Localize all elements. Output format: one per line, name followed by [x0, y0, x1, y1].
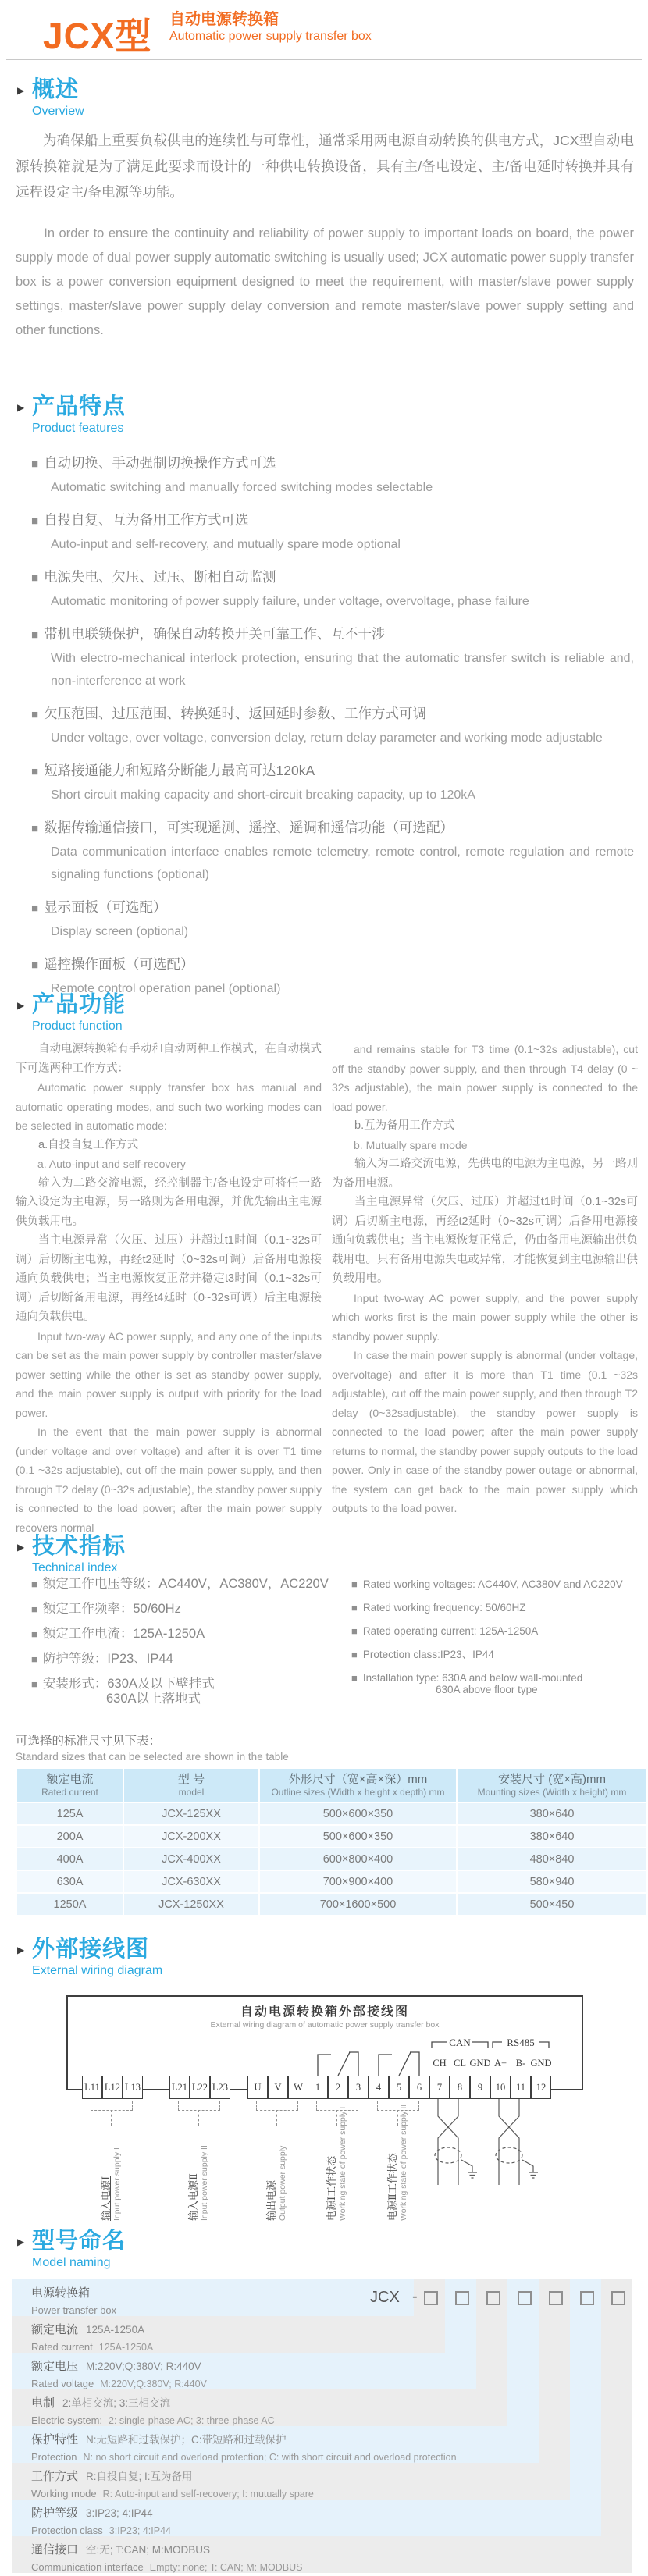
- technical-text: Protection class:IP23、IP44: [362, 1649, 494, 1660]
- feature-text-en: With electro-mechanical interlock protection, ensuring that the automatic transfer switch is reliable and, non-interference at work: [51, 652, 634, 688]
- function-paragraph: In case the main power supply is abnormal (under voltage, overvoltage) and after it is more than T1 time (0.1 ~32s adjustable), cut off the main power supply, and then through T2 delay (0~32sadjustable), the standby power supply is connected to the load power; after the main power supply returns to normal, the standby power supply outputs to the load power. Only in case of the standby power outage or abnormal, the system can get back to the main power supply which outputs to the load power.: [332, 1349, 638, 1514]
- wire: [499, 2099, 519, 2185]
- terminal: L13: [123, 2076, 143, 2099]
- product-title-en: Automatic power supply transfer box: [169, 30, 372, 43]
- terminal-group-label: [187, 2145, 210, 2221]
- terminal-group-label: [326, 2107, 348, 2221]
- group-label-en: Working state of power supply II: [399, 2104, 408, 2221]
- section-title-cn: 外部接线图: [32, 1937, 150, 1962]
- section-marker-icon: ▶: [17, 402, 25, 413]
- technical-text: Installation type: 630A and below wall-mounted: [362, 1672, 583, 1684]
- naming-value-en: N: no short circuit and overload protection; C: with short circuit and overload protection: [83, 2452, 457, 2463]
- technical-item: [351, 1625, 642, 1637]
- function-paragraph: a.自投自复工作方式: [38, 1138, 139, 1151]
- naming-value-en: 2: single-phase AC; 3: three-phase AC: [109, 2415, 275, 2426]
- terminal: L21: [169, 2076, 190, 2099]
- wiring-diagram-box: [66, 1995, 583, 2093]
- overview-paragraph-cn: 为确保船上重要负载供电的连续性与可靠性，通常采用两电源自动转换的供电方式，JCX型自动电源转换箱就是为了满足此要求而设计的一种供电转换设备，具有主/备电设定、主/备电延时转换并具有远程设定主/备电源等功能。: [16, 133, 634, 200]
- table-row: [17, 1826, 646, 1847]
- model-code-box: [518, 2291, 532, 2305]
- rs485-bracket: [493, 2042, 502, 2048]
- group-label-en: Input power supply II: [200, 2145, 209, 2221]
- naming-label-en: Protection: [31, 2451, 77, 2463]
- terminal: V: [268, 2076, 288, 2099]
- terminal: 9: [470, 2076, 490, 2099]
- feature-text-cn: 短路接通能力和短路分断能力最高可达120kA: [44, 763, 315, 778]
- naming-value-cn: 125A-1250A: [86, 2324, 145, 2336]
- square-bullet-icon: ■: [31, 514, 39, 528]
- table-row: [17, 1894, 646, 1915]
- function-paragraph: In the event that the main power supply is abnormal (under voltage and over voltage) and after it is over T1 time (0.1 ~32s adjustable), cut off the main power supply, and then through T2 delay (0~32s adjustable), the standby power supply is connected to the load power; after the main power supply recovers normal: [16, 1425, 322, 1534]
- group-label-en: Working state of power supply I: [338, 2106, 347, 2221]
- column-header-en: model: [178, 1787, 205, 1798]
- feature-text-en: Auto-input and self-recovery, and mutually spare mode optional: [51, 538, 401, 551]
- model-code-prefix: JCX: [370, 2289, 400, 2306]
- feature-item: [31, 565, 634, 613]
- section-title-en: Product features: [32, 422, 124, 435]
- signal-label: B-: [515, 2058, 526, 2069]
- terminal: 7: [429, 2076, 450, 2099]
- technical-item: [31, 1602, 344, 1617]
- naming-label-cn: 额定电流: [31, 2323, 79, 2336]
- wire: [499, 2099, 519, 2185]
- naming-label-cn: 保护特性: [31, 2433, 79, 2446]
- product-title-block: [169, 10, 372, 44]
- naming-value-en: R: Auto-input and self-recovery; I: mutually spare: [102, 2489, 314, 2500]
- shield-drain: [461, 2160, 472, 2172]
- group-bracket-stem: [198, 2110, 199, 2126]
- column-header: [17, 1769, 123, 1802]
- section-title-cn: 产品功能: [32, 992, 126, 1017]
- naming-label-cn: 工作方式: [31, 2470, 79, 2483]
- naming-label-en: Protection class: [31, 2524, 103, 2536]
- feature-text-cn: 欠压范围、过压范围、转换延时、返回延时参数、工作方式可调: [44, 706, 427, 721]
- naming-row: [12, 2279, 414, 2316]
- column-header: [260, 1769, 456, 1802]
- cell-mounting-size: 380×640: [458, 1826, 646, 1847]
- section-title-en: Product function: [32, 1019, 123, 1033]
- section-function-heading: [17, 993, 126, 1034]
- section-title-en: External wiring diagram: [32, 1964, 163, 1977]
- cell-mounting-size: 500×450: [458, 1894, 646, 1915]
- shield-drain: [522, 2160, 533, 2172]
- naming-label-en: Working mode: [31, 2488, 97, 2500]
- terminal-group-label: [100, 2147, 123, 2221]
- function-paragraph: b. Mutually spare mode: [354, 1138, 468, 1151]
- cell-model: JCX-200XX: [124, 1826, 258, 1847]
- function-paragraph: 当主电源异常（欠压、过压）并超过t1时间（0.1~32s可调）后切断主电源，再经t2延时（0~32s可调）后备用电源接通向负载供电；当主电源恢复正常后，仍由备用电源输出供负载用电。只有备用电源失电或异常，才能恢复到主电源输出供负载用电。: [332, 1196, 638, 1285]
- feature-text-cn: 电源失电、欠压、过压、断相自动监测: [44, 569, 276, 585]
- group-bracket-stem: [111, 2110, 112, 2126]
- terminal: U: [247, 2076, 268, 2099]
- feature-item: [31, 508, 634, 556]
- feature-text-en: Under voltage, over voltage, conversion delay, return delay parameter and working mode adjustable: [51, 731, 603, 745]
- feature-text-en: Remote control operation panel (optional): [51, 982, 281, 995]
- ground-icon: [529, 2172, 538, 2178]
- relay-blade: [399, 2052, 411, 2076]
- function-paragraph: 当主电源异常（欠压、过压）并超过t1时间（0.1~32s可调）后切断主电源，再经t2延时（0~32s可调）后备用电源接通向负载供电；当主电源恢复正常并稳定t3时间（0.1~32s可调）后切断备用电源，再经t4延时（0~32s可调）后主电源接通向负载供电。: [16, 1234, 322, 1323]
- function-paragraph: a. Auto-input and self-recovery: [37, 1158, 186, 1170]
- technical-text: 安装形式：630A及以下壁挂式: [42, 1677, 215, 1691]
- naming-label-en: Electric system:: [31, 2414, 103, 2426]
- signal-label: GND: [530, 2058, 552, 2069]
- feature-text-cn: 显示面板（可选配）: [44, 899, 167, 915]
- cell-rated-current: 1250A: [17, 1894, 123, 1915]
- feature-text-cn: 自投自复、互为备用工作方式可选: [44, 512, 249, 528]
- relay-blade: [338, 2052, 350, 2076]
- wire: [438, 2099, 458, 2185]
- product-title-cn: 自动电源转换箱: [169, 11, 279, 28]
- naming-row: [12, 2463, 570, 2500]
- technical-text: 额定工作电流：125A-1250A: [42, 1627, 205, 1641]
- square-bullet-icon: ■: [31, 1678, 37, 1690]
- model-code-box: [549, 2291, 563, 2305]
- naming-label-en: Rated voltage: [31, 2378, 94, 2389]
- naming-value-en: 125A-1250A: [98, 2342, 154, 2353]
- feature-text-cn: 带机电联锁保护，确保自动转换开关可靠工作、互不干涉: [44, 626, 386, 642]
- technical-list-cn: [31, 1577, 344, 1716]
- section-marker-icon: ▶: [17, 1944, 25, 1955]
- terminal: 12: [531, 2076, 551, 2099]
- technical-text: Rated working frequency: 50/60HZ: [362, 1602, 526, 1614]
- function-paragraph: and remains stable for T3 time (0.1~32s adjustable), cut off the standby power supply, and then through T4 delay (0 ~ 32s adjustable), the main power supply is connected to the load power.: [332, 1043, 638, 1113]
- model-code-box: [455, 2291, 469, 2305]
- section-overview-heading: [17, 78, 84, 119]
- terminal: 4: [369, 2076, 389, 2099]
- signal-label: CH: [433, 2058, 447, 2069]
- technical-text: Rated operating current: 125A-1250A: [362, 1625, 539, 1637]
- header-divider: [6, 59, 642, 60]
- naming-label-cn: 通信接口: [31, 2543, 79, 2556]
- column-header-cn: 额定电流: [46, 1773, 94, 1786]
- code-column: [539, 2279, 570, 2463]
- feature-text-cn: 数据传输通信接口，可实现遥测、遥控、遥调和遥信功能（可选配）: [44, 820, 454, 835]
- feature-item: [31, 622, 634, 692]
- model-code-box: [424, 2291, 438, 2305]
- terminal: 10: [490, 2076, 511, 2099]
- terminal: 1: [308, 2076, 328, 2099]
- can-bracket: [472, 2042, 488, 2048]
- naming-row: [12, 2389, 507, 2426]
- square-bullet-icon: ■: [351, 1578, 358, 1590]
- feature-text-en: Short circuit making capacity and short-circuit breaking capacity, up to 120kA: [51, 788, 475, 802]
- naming-label-en: Power transfer box: [31, 2304, 117, 2316]
- section-title-en: Overview: [32, 105, 84, 118]
- group-bracket: [178, 2101, 220, 2111]
- table-header-row: [17, 1769, 646, 1802]
- naming-value-en: 3:IP23; 4:IP44: [109, 2525, 171, 2536]
- standard-sizes-table: [16, 1767, 648, 1916]
- terminal: 3: [348, 2076, 369, 2099]
- group-label-cn: 输入电源Ⅰ: [100, 2176, 112, 2221]
- square-bullet-icon: ■: [31, 959, 39, 972]
- terminal: 11: [511, 2076, 531, 2099]
- table-row: [17, 1871, 646, 1892]
- cell-model: JCX-400XX: [124, 1848, 258, 1870]
- column-header-cn: 安装尺寸 (宽×高)mm: [498, 1773, 606, 1786]
- column-header-en: Mounting sizes (Width x height) mm: [477, 1787, 627, 1798]
- technical-text: 防护等级：IP23、IP44: [42, 1652, 173, 1666]
- naming-value-cn: M:220V;Q:380V; R:440V: [86, 2361, 201, 2372]
- terminal: 5: [389, 2076, 409, 2099]
- square-bullet-icon: ■: [31, 628, 39, 642]
- model-code-box: [611, 2291, 625, 2305]
- terminal: 8: [450, 2076, 470, 2099]
- rs485-bracket: [539, 2042, 549, 2048]
- terminal-group-label: [386, 2105, 409, 2221]
- product-model-title: JCX型: [43, 16, 152, 56]
- cell-outline-size: 700×1600×500: [260, 1894, 456, 1915]
- section-title-cn: 产品特点: [32, 394, 126, 419]
- technical-text-continued: 630A以上落地式: [106, 1692, 201, 1706]
- naming-row: [12, 2316, 445, 2353]
- cell-model: JCX-630XX: [124, 1871, 258, 1892]
- square-bullet-icon: ■: [31, 1653, 37, 1665]
- signal-label: GND: [469, 2058, 491, 2069]
- naming-label-cn: 电制: [31, 2396, 55, 2410]
- cell-model: JCX-1250XX: [124, 1894, 258, 1915]
- sizes-intro: [16, 1733, 289, 1764]
- naming-value-en: M:220V;Q:380V; R:440V: [100, 2379, 207, 2389]
- naming-value-cn: 2:单相交流; 3:三相交流: [62, 2397, 171, 2409]
- terminal: 2: [328, 2076, 348, 2099]
- feature-text-en: Display screen (optional): [51, 925, 189, 938]
- section-marker-icon: ▶: [17, 85, 25, 96]
- technical-item: [31, 1677, 344, 1706]
- feature-text-cn: 自动切换、手动强制切换操作方式可选: [44, 455, 276, 471]
- function-column-left: [16, 1040, 322, 1537]
- function-paragraph: Input two-way AC power supply, and any one of the inputs can be set as the main power supply by controller master/slave power setting while the other is set as standby power supply, and the main power supply is output with priority for the load power.: [16, 1329, 322, 1419]
- square-bullet-icon: ■: [31, 571, 39, 585]
- wiring-diagram-title-en: External wiring diagram of automatic power supply transfer box: [210, 2020, 440, 2030]
- wiring-diagram-title-cn: 自动电源转换箱外部接线图: [240, 2005, 409, 2019]
- cell-rated-current: 630A: [17, 1871, 123, 1892]
- technical-text-continued: 630A above floor type: [436, 1684, 538, 1695]
- square-bullet-icon: ■: [351, 1625, 358, 1637]
- naming-label-en: Communication interface: [31, 2561, 144, 2573]
- naming-value-cn: 空:无; T:CAN; M:MODBUS: [86, 2544, 211, 2556]
- table-row: [17, 1803, 646, 1824]
- naming-value-cn: 3:IP23; 4:IP44: [86, 2507, 153, 2519]
- code-column: [570, 2279, 601, 2500]
- group-bracket-stem: [276, 2110, 277, 2126]
- cell-model: JCX-125XX: [124, 1803, 258, 1824]
- square-bullet-icon: ■: [31, 1628, 37, 1640]
- feature-item: [31, 451, 634, 499]
- sizes-intro-cn: 可选择的标准尺寸见下表：: [16, 1735, 162, 1748]
- cell-rated-current: 125A: [17, 1803, 123, 1824]
- technical-text: Rated working voltages: AC440V, AC380V and AC220V: [362, 1578, 623, 1590]
- section-features-heading: [17, 395, 126, 436]
- relay-contact-line: [349, 2052, 358, 2076]
- naming-label-cn: 电源转换箱: [31, 2286, 91, 2300]
- section-wiring-heading: [17, 1937, 162, 1978]
- naming-label-cn: 防护等级: [31, 2507, 79, 2520]
- feature-text-en: Data communication interface enables remote telemetry, remote control, remote regulation and remote signaling functions (optional): [51, 845, 634, 881]
- technical-item: [31, 1627, 344, 1642]
- section-marker-icon: ▶: [17, 2236, 25, 2247]
- cell-mounting-size: 580×940: [458, 1871, 646, 1892]
- square-bullet-icon: ■: [31, 822, 39, 835]
- square-bullet-icon: ■: [31, 765, 39, 778]
- technical-item: [351, 1649, 642, 1660]
- naming-row: [12, 2353, 476, 2389]
- feature-item: [31, 816, 634, 886]
- technical-item: [31, 1577, 344, 1592]
- section-title-cn: 技术指标: [32, 1534, 126, 1559]
- terminal: L23: [210, 2076, 230, 2099]
- column-header-en: Rated current: [41, 1787, 98, 1798]
- section-title-cn: 概述: [32, 77, 80, 102]
- technical-item: [351, 1602, 642, 1614]
- section-technical-heading: [17, 1535, 126, 1575]
- cell-outline-size: 500×600×350: [260, 1826, 456, 1847]
- technical-text: 额定工作频率：50/60Hz: [42, 1602, 181, 1616]
- terminal: L12: [102, 2076, 123, 2099]
- cell-outline-size: 700×900×400: [260, 1871, 456, 1892]
- feature-item: [31, 895, 634, 943]
- square-bullet-icon: ■: [351, 1672, 358, 1684]
- ground-icon: [468, 2172, 477, 2178]
- relay-contact-line: [379, 2055, 392, 2076]
- function-paragraph: Input two-way AC power supply, and the power supply which works first is the main power supply while the other is standby power supply.: [332, 1291, 638, 1343]
- column-header-en: Outline sizes (Width x height x depth) mm: [271, 1787, 445, 1798]
- terminal: L11: [82, 2076, 102, 2099]
- relay-contact-line: [318, 2055, 331, 2076]
- naming-row: [12, 2536, 632, 2573]
- model-code-box: [580, 2291, 594, 2305]
- square-bullet-icon: ■: [31, 902, 39, 915]
- column-header: [124, 1769, 258, 1802]
- group-label-cn: 输出电源: [265, 2179, 277, 2221]
- square-bullet-icon: ■: [31, 1578, 37, 1590]
- section-marker-icon: ▶: [17, 1542, 25, 1553]
- feature-list: [31, 451, 634, 1009]
- column-header-cn: 外形尺寸（宽×高×深）mm: [288, 1773, 428, 1786]
- signal-label: A+: [493, 2058, 507, 2069]
- cell-mounting-size: 480×840: [458, 1848, 646, 1870]
- function-paragraph: b.互为备用工作方式: [354, 1119, 455, 1132]
- feature-item: [31, 759, 634, 806]
- column-header: [458, 1769, 646, 1802]
- model-code-dash: -: [412, 2288, 418, 2305]
- feature-item: [31, 702, 634, 749]
- cell-outline-size: 600×800×400: [260, 1848, 456, 1870]
- group-label-en: Output power supply: [278, 2145, 287, 2221]
- wire: [438, 2099, 458, 2185]
- function-paragraph: Automatic power supply transfer box has manual and automatic operating modes, and such two working modes can be selected in automatic mode:: [16, 1081, 322, 1132]
- terminal: 6: [409, 2076, 429, 2099]
- naming-label-cn: 额定电压: [31, 2360, 79, 2373]
- group-label-en: Input power supply I: [112, 2147, 122, 2221]
- naming-row: [12, 2426, 539, 2463]
- rs485-bus-label: RS485: [507, 2037, 535, 2048]
- can-bus-label: CAN: [449, 2037, 471, 2048]
- cell-rated-current: 200A: [17, 1826, 123, 1847]
- naming-label-en: Rated current: [31, 2341, 93, 2353]
- code-column: [601, 2279, 632, 2536]
- model-naming-diagram: [12, 2279, 636, 2573]
- cable-shield: [496, 2147, 522, 2163]
- square-bullet-icon: ■: [31, 1603, 37, 1615]
- section-title-cn: 型号命名: [32, 2229, 126, 2254]
- technical-item: [351, 1672, 642, 1695]
- naming-value-en: Empty: none; T: CAN; M: MODBUS: [149, 2562, 303, 2573]
- group-bracket: [256, 2101, 298, 2111]
- section-marker-icon: ▶: [17, 1000, 25, 1011]
- naming-row: [12, 2500, 601, 2536]
- technical-list-en: [351, 1578, 642, 1707]
- naming-value-cn: N:无短路和过载保护；C:带短路和过载保护: [86, 2434, 287, 2446]
- feature-text-en: Automatic monitoring of power supply failure, under voltage, overvoltage, phase failure: [51, 595, 529, 608]
- twisted-pair-wires: [425, 2099, 543, 2189]
- model-code-box: [486, 2291, 500, 2305]
- function-paragraph: 输入为二路交流电源，先供电的电源为主电源，另一路则为备用电源。: [332, 1158, 638, 1190]
- terminal-group-label: [265, 2146, 288, 2221]
- cable-shield: [435, 2147, 461, 2163]
- function-column-right: [332, 1040, 638, 1518]
- cell-outline-size: 500×600×350: [260, 1803, 456, 1824]
- group-label-cn: 电源Ⅰ工作状态: [326, 2155, 337, 2221]
- square-bullet-icon: ■: [31, 708, 39, 721]
- relay-contact-line: [410, 2052, 419, 2076]
- sizes-intro-en: Standard sizes that can be selected are shown in the table: [16, 1751, 289, 1763]
- group-label-cn: 输入电源Ⅱ: [187, 2173, 199, 2221]
- section-title-en: Model naming: [32, 2256, 111, 2269]
- technical-item: [31, 1652, 344, 1667]
- function-paragraph: 输入为二路交流电源，经控制器主/备电设定可将任一路输入设定为主电源，另一路则为备用电源，并优先输出主电源供负载用电。: [16, 1176, 322, 1228]
- terminal: L22: [190, 2076, 210, 2099]
- naming-value-cn: R:自投自复; I:互为备用: [86, 2471, 193, 2482]
- cell-mounting-size: 380×640: [458, 1803, 646, 1824]
- section-naming-heading: [17, 2229, 126, 2270]
- square-bullet-icon: ■: [31, 457, 39, 471]
- terminal: W: [288, 2076, 308, 2099]
- section-title-en: Technical index: [32, 1561, 118, 1574]
- signal-label: CL: [454, 2058, 466, 2069]
- column-header-cn: 型 号: [177, 1773, 205, 1786]
- square-bullet-icon: ■: [351, 1649, 358, 1660]
- table-row: [17, 1848, 646, 1870]
- group-label-cn: 电源Ⅱ工作状态: [386, 2153, 398, 2221]
- function-paragraph: 自动电源转换箱有手动和自动两种工作模式，在自动模式下可选两种工作方式：: [16, 1043, 322, 1075]
- technical-text: 额定工作电压等级：AC440V，AC380V，AC220V: [42, 1577, 329, 1591]
- cell-rated-current: 400A: [17, 1848, 123, 1870]
- square-bullet-icon: ■: [351, 1602, 358, 1614]
- can-bracket: [432, 2042, 447, 2048]
- technical-item: [351, 1578, 642, 1590]
- group-bracket: [91, 2101, 133, 2111]
- feature-text-cn: 遥控操作面板（可选配）: [44, 956, 194, 972]
- overview-paragraph-en: In order to ensure the continuity and reliability of power supply to important loads on board, the power supply mode of dual power supply automatic switching is usually used; JCX automatic power supply transfer box is a power conversion equipment designed to meet the requirement, with master/slave power supply settings, master/slave power supply delay conversion and remote master/slave power supply setting and other functions.: [16, 226, 634, 337]
- feature-text-en: Automatic switching and manually forced switching modes selectable: [51, 481, 433, 494]
